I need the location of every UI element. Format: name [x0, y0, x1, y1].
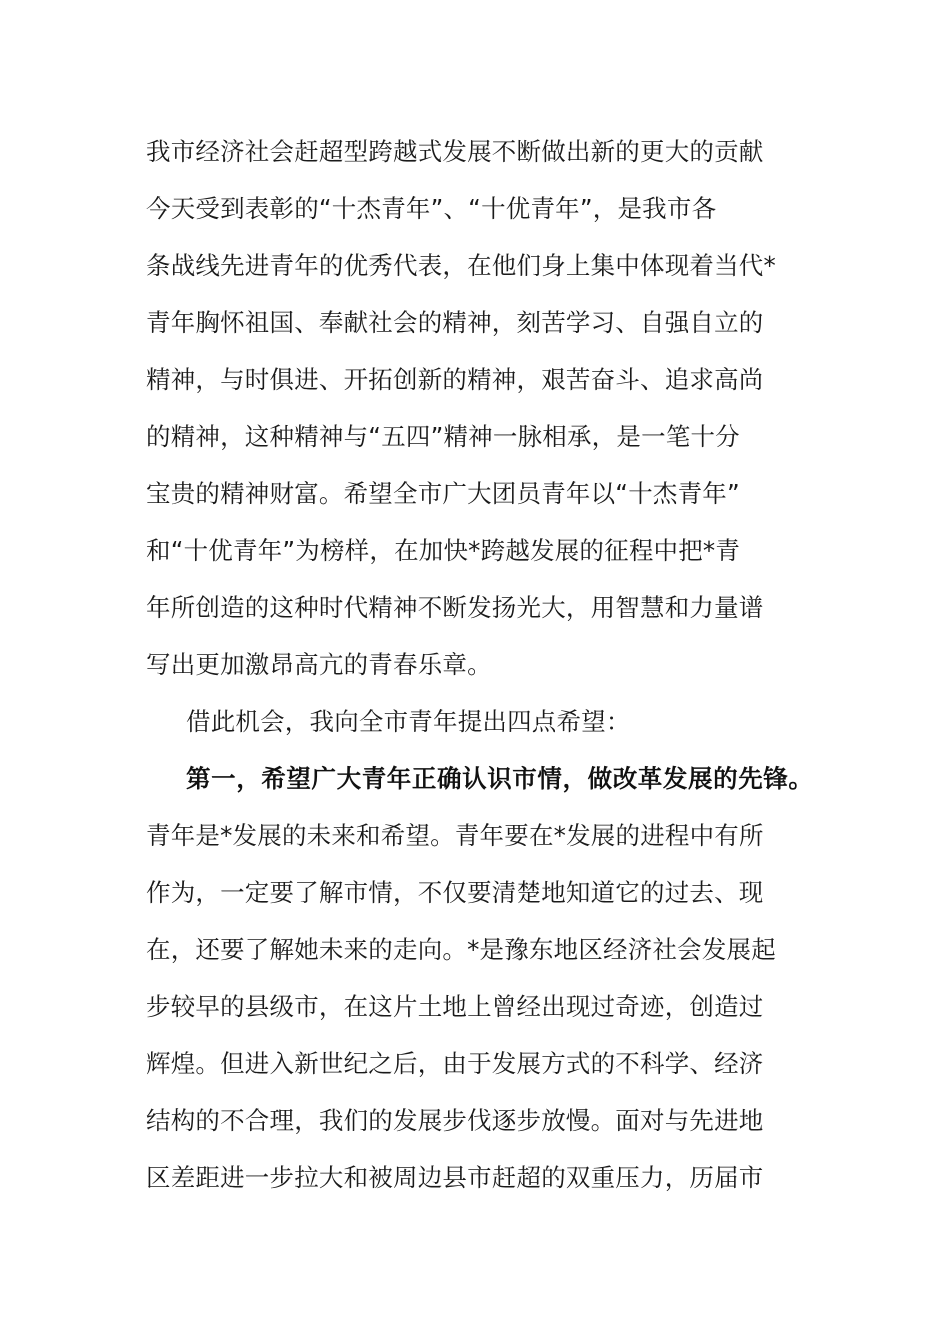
text-line-3: 条战线先进青年的优秀代表，在他们身上集中体现着当代*	[146, 251, 776, 280]
text-line-4: 青年胸怀祖国、奉献社会的精神，刻苦学习、自强自立的	[146, 308, 764, 337]
text-line-10: 写出更加激昂高亢的青春乐章。	[146, 650, 492, 679]
text-line-6: 的精神，这种精神与“五四”精神一脉相承，是一笔十分	[146, 422, 740, 451]
paragraph-intro: 借此机会，我向全市青年提出四点希望：	[186, 707, 631, 736]
text-line-2: 今天受到表彰的“十杰青年”、“十优青年”，是我市各	[146, 194, 717, 223]
section-heading-first: 第一，希望广大青年正确认识市情，做改革发展的先锋。	[186, 764, 814, 793]
text-line-1: 我市经济社会赶超型跨越式发展不断做出新的更大的贡献	[146, 137, 764, 166]
text-line-8: 和“十优青年”为榜样，在加快*跨越发展的征程中把*青	[146, 536, 741, 565]
text-line-5: 精神，与时俱进、开拓创新的精神，艰苦奋斗、追求高尚	[146, 365, 764, 394]
text-line-19: 区差距进一步拉大和被周边县市赶超的双重压力，历届市	[146, 1163, 764, 1192]
text-line-15: 在，还要了解她未来的走向。*是豫东地区经济社会发展起	[146, 935, 776, 964]
text-line-17: 辉煌。但进入新世纪之后，由于发展方式的不科学、经济	[146, 1049, 764, 1078]
text-line-9: 年所创造的这种时代精神不断发扬光大，用智慧和力量谱	[146, 593, 764, 622]
text-line-13: 青年是*发展的未来和希望。青年要在*发展的进程中有所	[146, 821, 764, 850]
text-line-7: 宝贵的精神财富。希望全市广大团员青年以“十杰青年”	[146, 479, 740, 508]
text-line-14: 作为，一定要了解市情，不仅要清楚地知道它的过去、现	[146, 878, 764, 907]
text-line-18: 结构的不合理，我们的发展步伐逐步放慢。面对与先进地	[146, 1106, 764, 1135]
text-line-16: 步较早的县级市，在这片土地上曾经出现过奇迹，创造过	[146, 992, 764, 1021]
